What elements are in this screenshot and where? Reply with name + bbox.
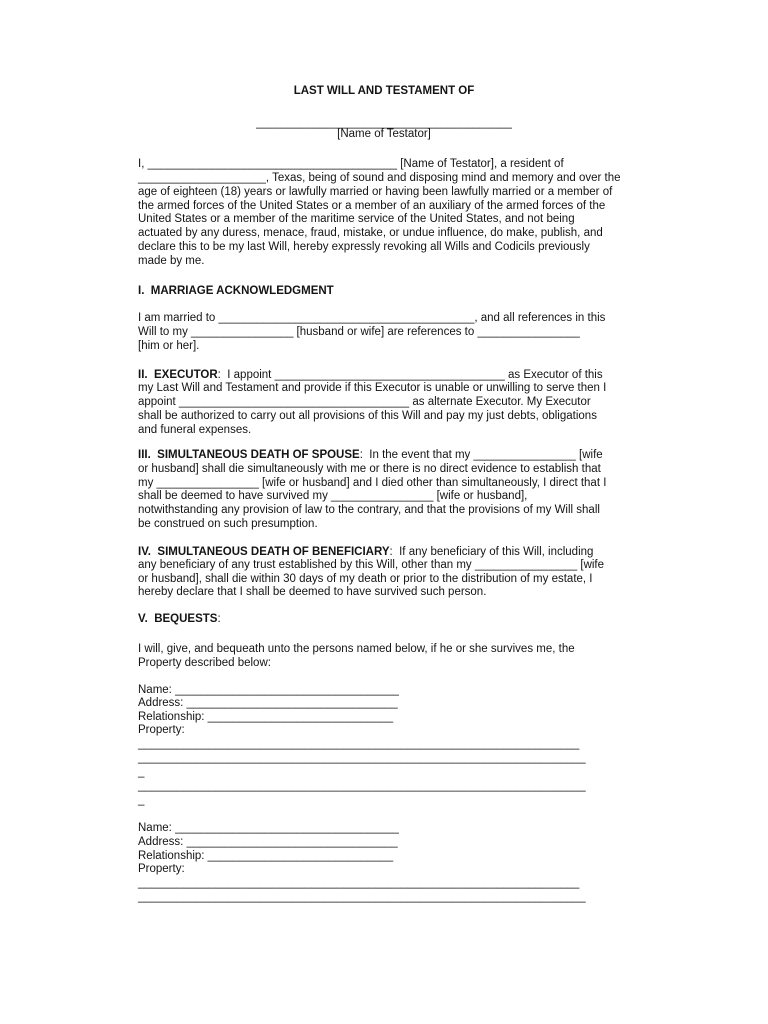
section-heading-bequests: V. BEQUESTS — [138, 613, 218, 625]
intro-line: declare this to be my last Will, hereby expressly revoking all Wills and Codicils previously — [138, 241, 590, 253]
bequest-property-label: Property: — [138, 724, 185, 736]
intro-line: I, _______________________________________ [Name of Testator], a resident of — [138, 158, 564, 170]
bequest-name-field: Name: ___________________________________ — [138, 822, 399, 834]
section-heading-executor: II. EXECUTOR — [138, 369, 218, 381]
section-line: Property described below: — [138, 657, 271, 669]
section-line: and funeral expenses. — [138, 424, 252, 436]
section-line: shall be deemed to have survived my ________________ [wife or husband], — [138, 490, 528, 502]
bequest-property-blank: _____________________________________________________________________ — [138, 738, 580, 750]
bequest-name-field: Name: ___________________________________ — [138, 684, 399, 696]
section-line: any beneficiary of any trust established by this Will, other than my ________________ [wife — [138, 559, 605, 571]
bequest-property-blank: ______________________________________________________________________ — [138, 891, 586, 903]
bequest-address-field: Address: _________________________________ — [138, 836, 398, 848]
intro-line: the armed forces of the United States or a member of an auxiliary of the armed forces of the — [138, 200, 606, 212]
section-line-rest: : I appoint ____________________________________ as Executor of this — [217, 369, 603, 381]
section-line: my Last Will and Testament and provide if this Executor is unable or unwilling to serve then I — [138, 382, 607, 394]
bequest-property-blank: _ — [138, 794, 145, 806]
testator-name-blank: ________________________________________ — [256, 117, 512, 129]
section-heading-spouse: III. SIMULTANEOUS DEATH OF SPOUSE — [138, 449, 360, 461]
intro-line: made by me. — [138, 255, 205, 267]
bequest-property-blank: _____________________________________________________________________ — [138, 877, 580, 889]
section-line: my ________________ [wife or husband] and I died other than simultaneously, I direct that I — [138, 477, 607, 489]
bequest-property-label: Property: — [138, 863, 185, 875]
section-line — [138, 612, 221, 626]
section-line: [him or her]. — [138, 340, 200, 352]
section-line: Will to my ________________ [husband or wife] are references to ________________ — [138, 326, 580, 338]
section-line: shall be authorized to carry out all provisions of this Will and pay my just debts, obligations — [138, 410, 597, 422]
intro-line: ____________________, Texas, being of sound and disposing mind and memory and over the — [138, 172, 621, 184]
section-line: I am married to ________________________________________, and all references in this — [138, 312, 606, 324]
section-line: notwithstanding any provision of law to the contrary, and that the provisions of my Will shall — [138, 504, 600, 516]
section-line: hereby declare that I shall be deemed to have survived such person. — [138, 586, 487, 598]
bequest-property-blank: ______________________________________________________________________ — [138, 780, 586, 792]
section-line — [138, 368, 603, 382]
section-line: I will, give, and bequeath unto the persons named below, if he or she survives me, the — [138, 643, 575, 655]
bequest-relationship-field: Relationship: _____________________________ — [138, 711, 394, 723]
bequest-relationship-field: Relationship: _____________________________ — [138, 850, 394, 862]
section-line: appoint ____________________________________ as alternate Executor. My Executor — [138, 396, 591, 408]
intro-line: actuated by any duress, menace, fraud, mistake, or undue influence, do make, publish, and — [138, 227, 603, 239]
bequest-address-field: Address: _________________________________ — [138, 697, 398, 709]
intro-line: age of eighteen (18) years or lawfully married or having been lawfully married or a member of — [138, 186, 613, 198]
section-line — [138, 448, 603, 462]
section-heading-suffix: : — [217, 613, 221, 625]
section-line-rest: : In the event that my ________________ [wife — [359, 449, 603, 461]
section-line-rest: : If any beneficiary of this Will, including — [389, 546, 594, 558]
section-line — [138, 545, 593, 559]
section-line: or husband], shall die within 30 days of my death or prior to the distribution of my estate, I — [138, 573, 593, 585]
section-heading-beneficiary: IV. SIMULTANEOUS DEATH OF BENEFICIARY — [138, 546, 390, 558]
section-line: or husband] shall die simultaneously with me or there is no direct evidence to establish that — [138, 463, 601, 475]
bequest-property-blank: ______________________________________________________________________ — [138, 752, 586, 764]
section-heading-marriage: I. MARRIAGE ACKNOWLEDGMENT — [138, 285, 334, 297]
intro-line: United States or a member of the maritime service of the United States, and not being — [138, 213, 575, 225]
section-line: be construed on such presumption. — [138, 518, 318, 530]
document-title: LAST WILL AND TESTAMENT OF — [293, 85, 475, 97]
testator-name-caption: [Name of Testator] — [337, 128, 431, 140]
bequest-property-blank: _ — [138, 766, 145, 778]
